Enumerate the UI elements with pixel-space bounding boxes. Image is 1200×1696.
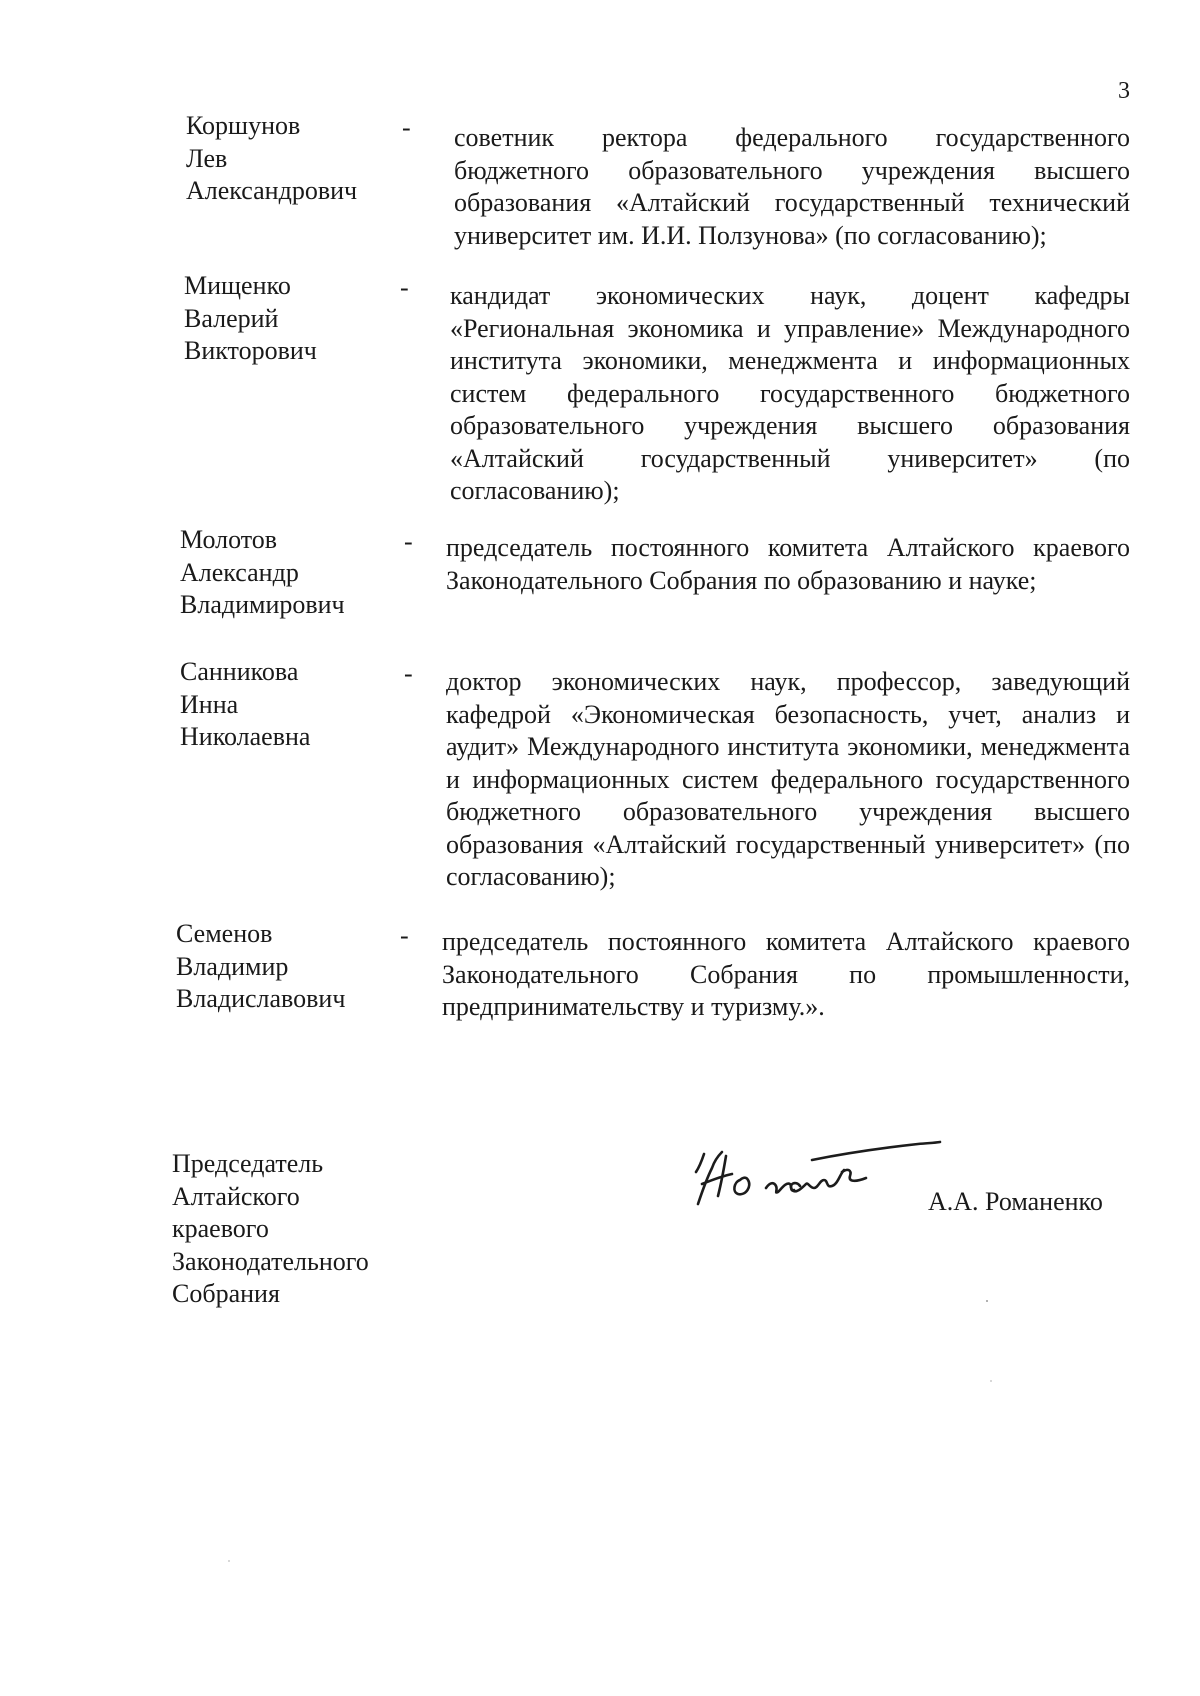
member-name [180,524,345,622]
signatory-name: А.А. Романенко [928,1187,1103,1216]
member-name [186,110,357,208]
scan-speck [990,1380,992,1382]
member-patronymic: Владимирович [180,590,345,619]
member-surname: Молотов [180,525,278,554]
member-patronymic: Николаевна [180,722,311,751]
member-name [184,270,317,368]
member-name [176,918,345,1016]
signatory-title-line: Законодательного Собрания [172,1246,369,1308]
member-surname: Коршунов [186,111,301,140]
member-first-name: Лев [186,143,228,173]
page-number: 3 [1118,78,1130,104]
scan-speck [986,1300,988,1302]
member-patronymic: Владиславович [176,984,346,1013]
member-patronymic: Викторович [184,336,317,365]
member-surname: Санникова [180,657,299,686]
member-dash: - [400,921,409,950]
member-first-name: Владимир [176,951,289,981]
member-surname: Мищенко [184,271,291,300]
member-first-name: Валерий [184,303,279,333]
scan-speck [228,1560,230,1562]
handwritten-signature [682,1110,962,1220]
member-dash: - [404,527,413,556]
signatory-title [172,1148,369,1311]
member-surname: Семенов [176,919,273,948]
member-description: председатель постоянного комитета Алтайского краевого Законодательного Собрания по образованию и науке; [446,533,1130,595]
member-patronymic: Александрович [186,176,358,205]
member-name [180,656,310,754]
member-first-name: Александр [180,557,299,587]
member-dash: - [400,273,409,302]
member-description: советник ректора федерального государственного бюджетного образовательного учреждения высшего образования «Алтайский государственный технический университет им. И.И. Ползунова» (по согласованию); [454,123,1130,250]
member-dash: - [404,659,413,688]
member-first-name: Инна [180,689,239,719]
member-description: доктор экономических наук, профессор, заведующий кафедрой «Экономическая безопасность, учет, анализ и аудит» Международного института экономики, менеджмента и информационных систем федерального государственного бюджетного образовательного учреждения высшего образования «Алтайский государственный университет» (по согласованию); [446,667,1130,891]
signatory-title-line: Председатель Алтайского краевого [172,1149,324,1243]
member-dash: - [402,113,411,142]
member-description: председатель постоянного комитета Алтайского краевого Законодательного Собрания по промышленности, предпринимательству и туризму.». [442,927,1130,1021]
member-description: кандидат экономических наук, доцент кафедры «Региональная экономика и управление» Международного института экономики, менеджмента и информационных систем федерального государственного бюджетного образовательного учреждения высшего образования «Алтайский государственный университет» (по согласованию); [450,281,1130,505]
